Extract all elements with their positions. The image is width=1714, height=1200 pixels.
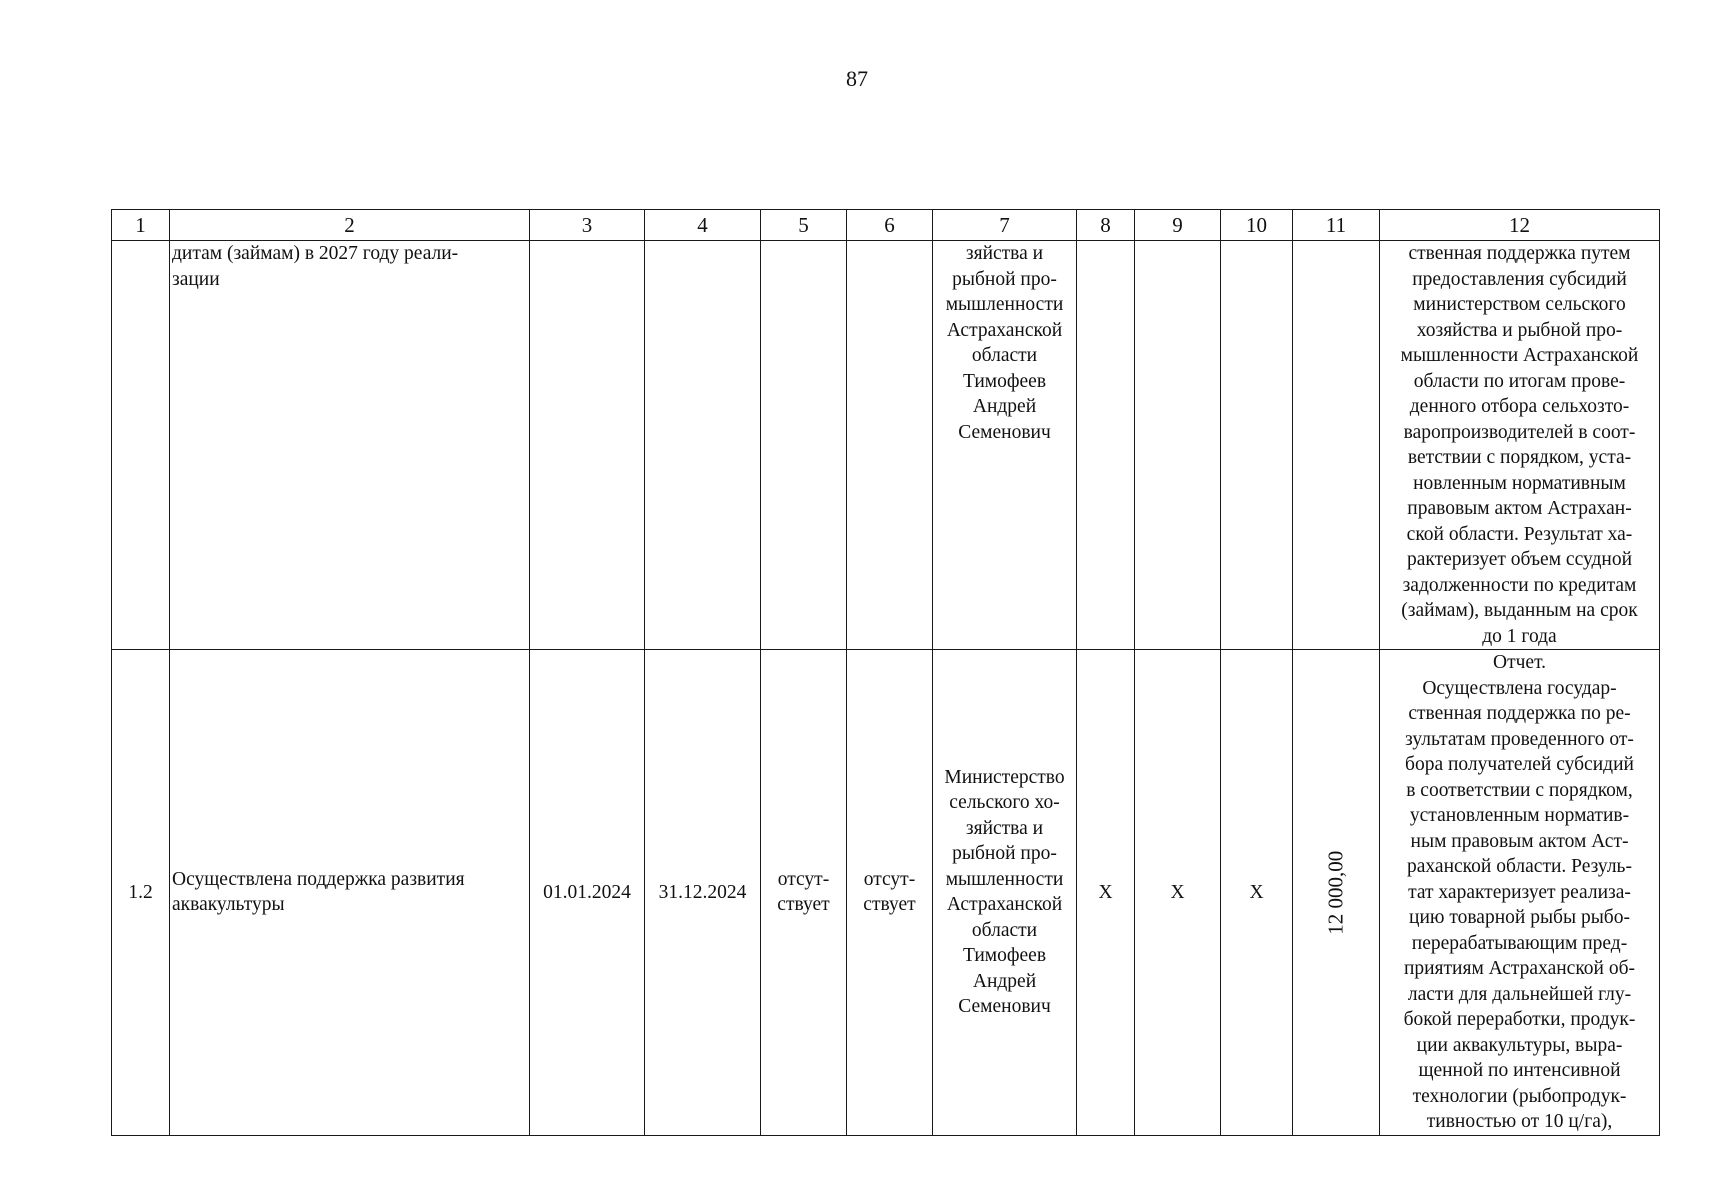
cell-col8: [1077, 241, 1135, 650]
cell-description: Отчет. Осуществлена государ- ственная поддержка по ре- зультатам проведенного от- бора получателей субсидий в соответствии с порядком, установленным норматив- ным правовым актом Аст- раханской области. Резуль- тат характеризует реализа- цию товарной рыбы рыбо- перерабатывающим пред- приятиям Астраханской об- ласти для дальнейшей глу- бокой переработки, продук- ции аквакультуры, выра- щенной по интенсивной технологии (рыбопродук- тивностью от 10 ц/га),: [1380, 650, 1660, 1136]
cell-col10: [1221, 241, 1293, 650]
cell-responsible: зяйства и рыбной про- мышленности Астраханской области Тимофеев Андрей Семенович: [933, 241, 1077, 650]
header-cell: 12: [1380, 210, 1660, 241]
header-cell: 9: [1135, 210, 1221, 241]
cell-col6: [847, 241, 933, 650]
header-cell: 2: [170, 210, 530, 241]
cell-start-date: [530, 241, 645, 650]
page-number: 87: [846, 66, 868, 91]
header-cell: 4: [645, 210, 761, 241]
cell-description: ственная поддержка путем предоставления субсидий министерством сельского хозяйства и рыбной про- мышленности Астраханской области по итогам прове- денного отбора сельхозто- варопроизводителей в соот- ветствии с порядком, уста- новленным нормативным правовым актом Астрахан- ской области. Результат ха- рактеризует объем ссудной задолженности по кредитам (займам), выданным на срок до 1 года: [1380, 241, 1660, 650]
cell-col11: [1293, 241, 1380, 650]
table-row: [112, 241, 1660, 650]
table-row: [112, 650, 1660, 1136]
cell-col5: отсут- ствует: [761, 650, 847, 1136]
cell-end-date: [645, 241, 761, 650]
amount-wrapper: [1295, 653, 1377, 1132]
cell-result-name: Осуществлена поддержка развития аквакультуры: [170, 650, 530, 1136]
amount-value: 12 000,00: [1323, 850, 1348, 935]
cell-result-name: дитам (займам) в 2027 году реали- зации: [170, 241, 530, 650]
cell-responsible: Министерство сельского хо- зяйства и рыбной про- мышленности Астраханской области Тимофеев Андрей Семенович: [933, 650, 1077, 1136]
header-cell: 1: [112, 210, 170, 241]
cell-col5: [761, 241, 847, 650]
header-cell: 11: [1293, 210, 1380, 241]
cell-col8: X: [1077, 650, 1135, 1136]
header-cell: 6: [847, 210, 933, 241]
cell-col10: X: [1221, 650, 1293, 1136]
cell-start-date: 01.01.2024: [530, 650, 645, 1136]
header-row: [112, 210, 1660, 241]
cell-amount: [1293, 650, 1380, 1136]
cell-end-date: 31.12.2024: [645, 650, 761, 1136]
cell-col6: отсут- ствует: [847, 650, 933, 1136]
header-cell: 10: [1221, 210, 1293, 241]
cell-number: 1.2: [112, 650, 170, 1136]
header-cell: 7: [933, 210, 1077, 241]
cell-col9: [1135, 241, 1221, 650]
header-cell: 3: [530, 210, 645, 241]
header-cell: 8: [1077, 210, 1135, 241]
data-table: [111, 209, 1660, 1136]
cell-number: [112, 241, 170, 650]
header-cell: 5: [761, 210, 847, 241]
cell-col9: X: [1135, 650, 1221, 1136]
